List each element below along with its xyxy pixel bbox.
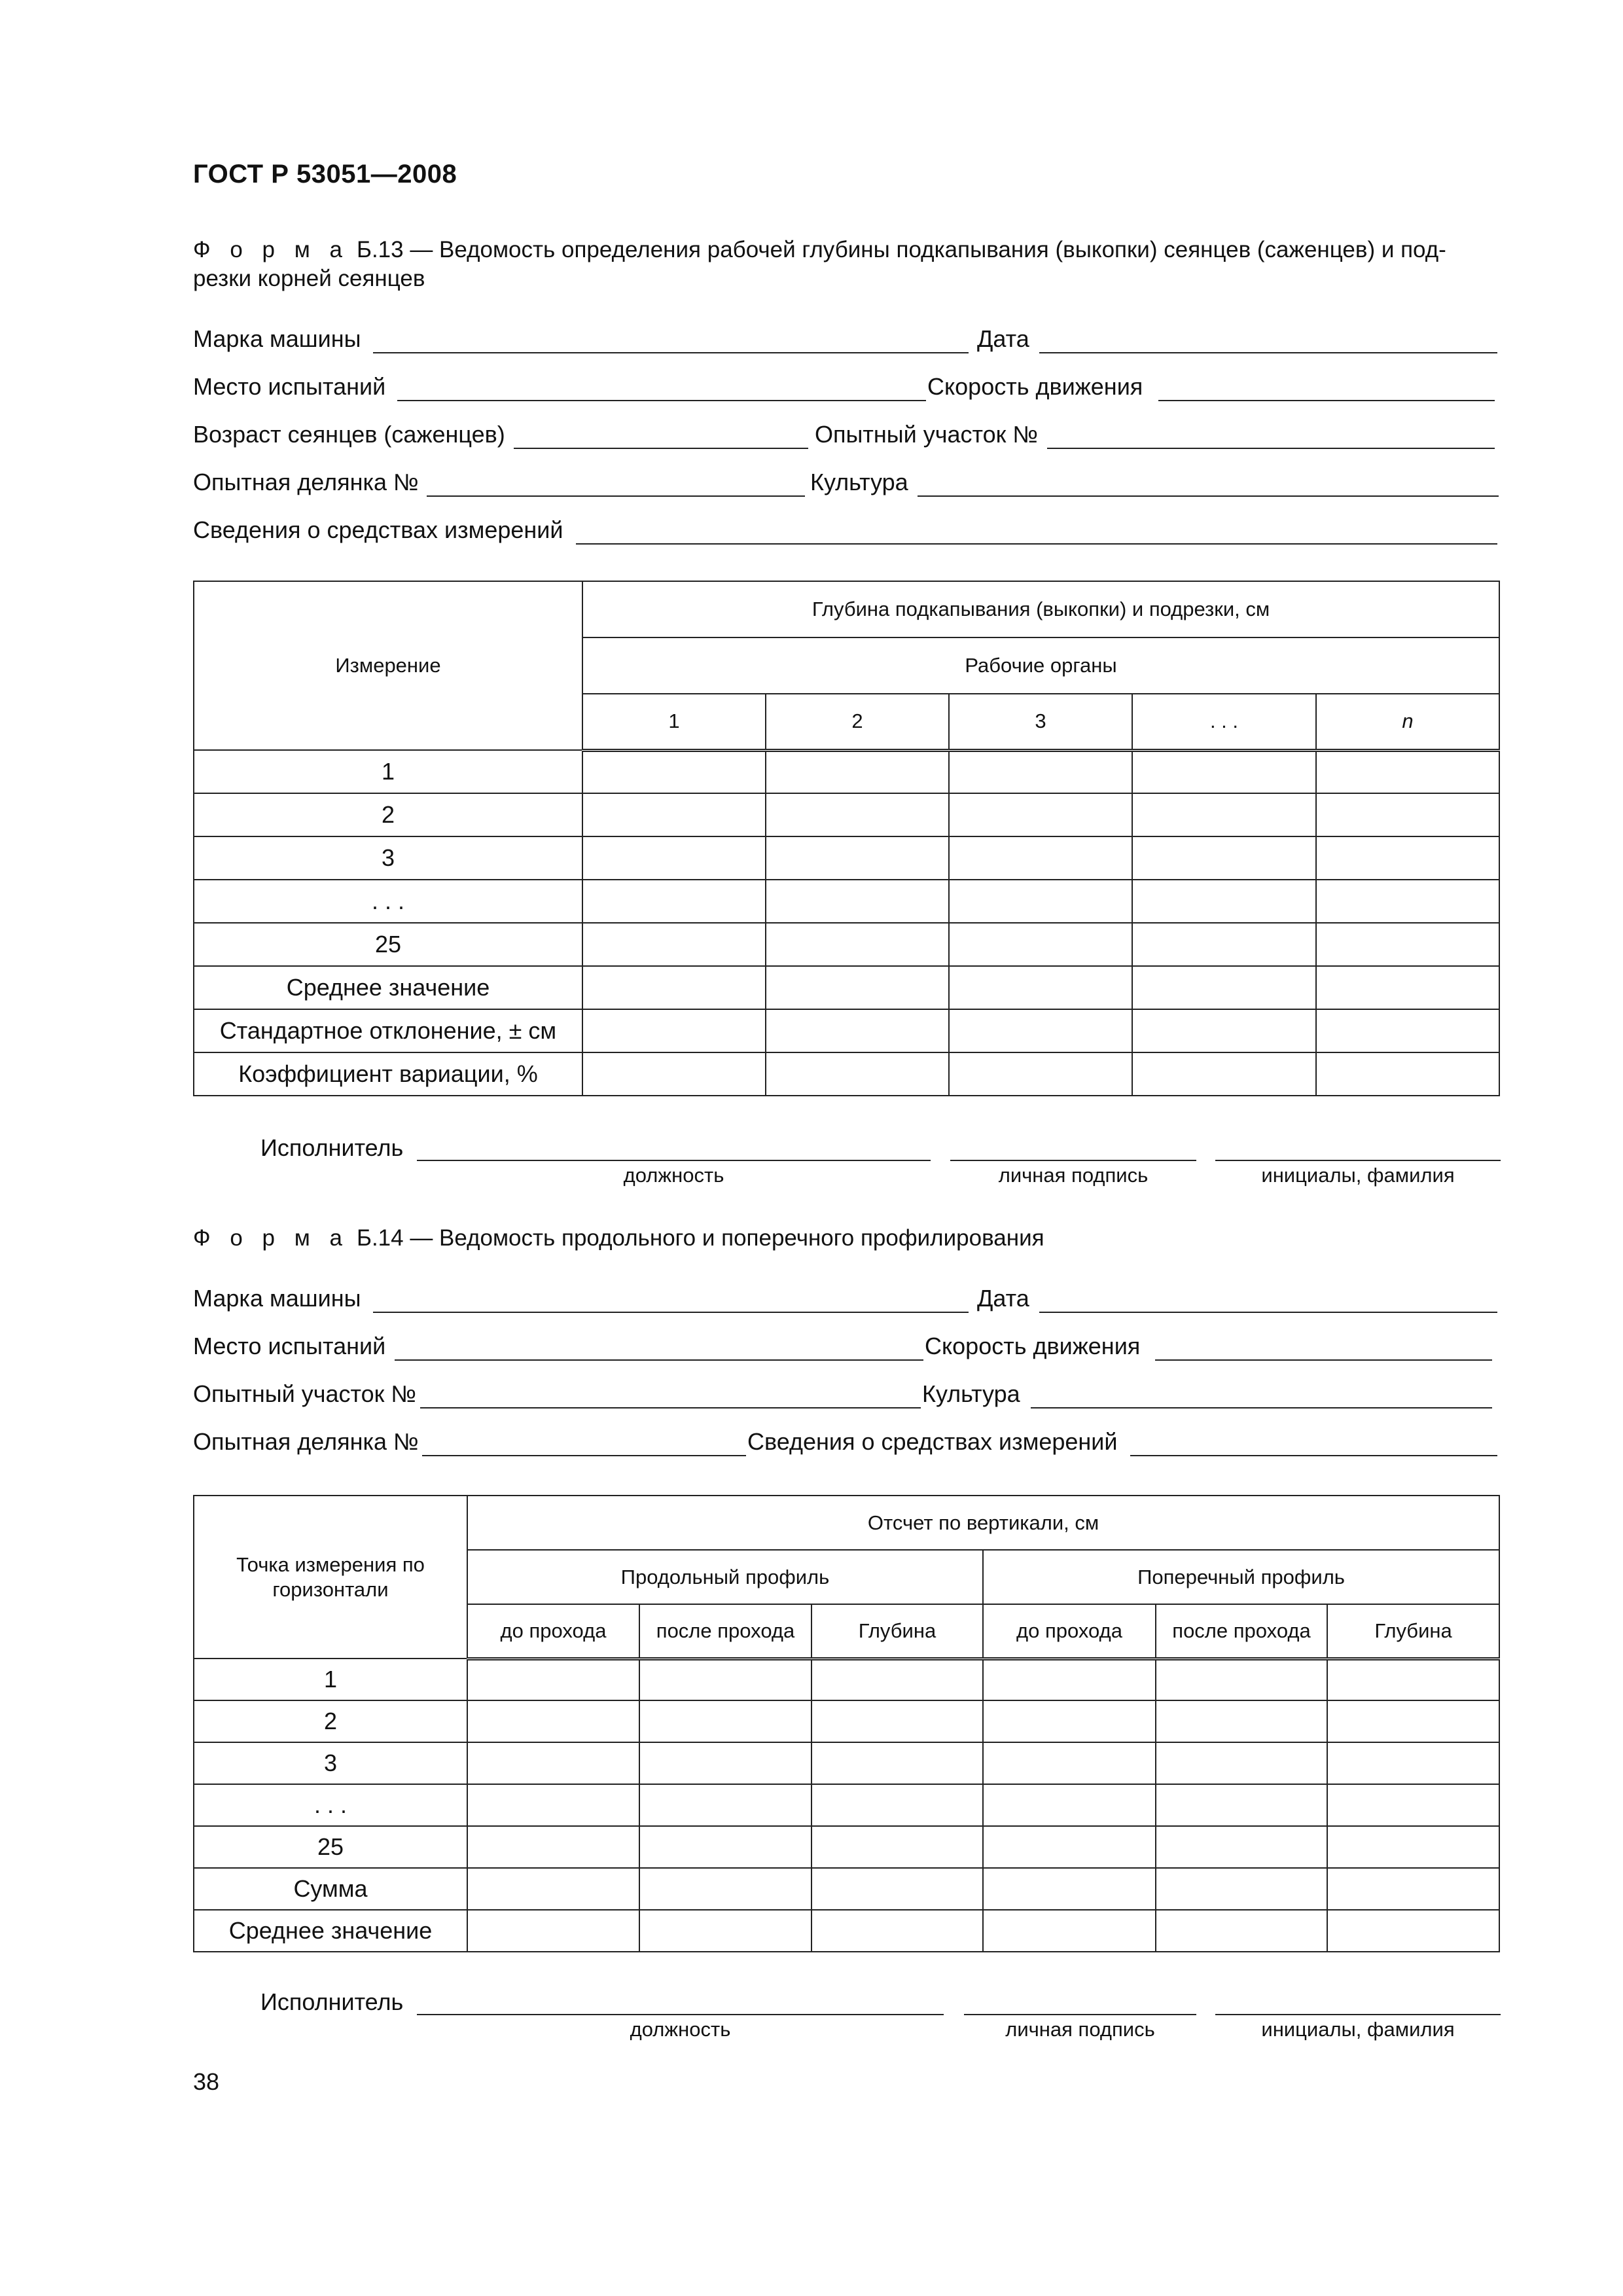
field-label-place: Место испытаний xyxy=(193,1333,386,1359)
table-column-header: n xyxy=(1316,694,1499,750)
table-cell[interactable] xyxy=(812,1868,983,1910)
table-cell[interactable] xyxy=(812,1910,983,1952)
form-b13-title-text: Б.13 — Ведомость определения рабочей глубины подкапывания (выкопки) сеянцев (саженцев) и под- резки корней сеянцев xyxy=(193,237,1446,291)
table-cell[interactable] xyxy=(983,1826,1156,1868)
table-cell[interactable] xyxy=(582,793,766,836)
table-row xyxy=(194,1742,1499,1784)
field-line-age[interactable] xyxy=(514,448,808,449)
row-label: 3 xyxy=(194,1742,467,1784)
table-row xyxy=(194,1910,1499,1952)
table-cell[interactable] xyxy=(1156,1868,1327,1910)
table-cell[interactable] xyxy=(1316,836,1499,880)
table-column-header: после прохода xyxy=(639,1604,812,1659)
signature-line-position[interactable] xyxy=(417,2014,944,2015)
table-column-header: до прохода xyxy=(983,1604,1156,1659)
field-label-culture: Культура xyxy=(922,1380,1020,1407)
table-cell[interactable] xyxy=(1327,1700,1499,1742)
table-row xyxy=(194,1659,1499,1700)
row-label: Среднее значение xyxy=(194,1910,467,1952)
table-cell[interactable] xyxy=(1316,923,1499,966)
table-cell[interactable] xyxy=(1156,1742,1327,1784)
table-cell[interactable] xyxy=(1132,966,1316,1009)
field-label-section: Опытная делянка № xyxy=(193,1428,419,1455)
field-label-plot: Опытный участок № xyxy=(815,421,1038,448)
table-group-header: Глубина подкапывания (выкопки) и подрезки, см xyxy=(582,581,1499,637)
table-cell[interactable] xyxy=(1132,1009,1316,1052)
field-label-date: Дата xyxy=(977,325,1029,352)
table-cell[interactable] xyxy=(766,836,949,880)
table-cell[interactable] xyxy=(949,1052,1132,1096)
signature-caption-signature: личная подпись xyxy=(1005,2018,1155,2041)
row-label: Среднее значение xyxy=(194,966,582,1009)
field-label-age: Возраст сеянцев (саженцев) xyxy=(193,421,505,448)
table-cell[interactable] xyxy=(983,1784,1156,1826)
field-line-plot[interactable] xyxy=(1047,448,1495,449)
field-label-machine: Марка машины xyxy=(193,1285,361,1312)
table-column-header: после прохода xyxy=(1156,1604,1327,1659)
table-cell[interactable] xyxy=(582,923,766,966)
row-label: 25 xyxy=(194,923,582,966)
table-cell[interactable] xyxy=(582,966,766,1009)
signature-line-signature[interactable] xyxy=(950,1160,1196,1161)
table-row-header: Измерение xyxy=(194,581,582,750)
row-label: Стандартное отклонение, ± см xyxy=(194,1009,582,1052)
table-row xyxy=(194,966,1499,1009)
field-line-place[interactable] xyxy=(397,400,926,401)
table-cell[interactable] xyxy=(467,1910,639,1952)
field-line-plot[interactable] xyxy=(420,1407,921,1408)
field-line-place[interactable] xyxy=(395,1359,923,1361)
document-header: ГОСТ Р 53051—2008 xyxy=(193,160,457,188)
table-cell[interactable] xyxy=(467,1700,639,1742)
row-label: . . . xyxy=(194,1784,467,1826)
table-row xyxy=(194,1052,1499,1096)
table-transverse-header: Поперечный профиль xyxy=(983,1550,1499,1604)
form-b13-prefix: Ф о р м а xyxy=(193,237,349,262)
form-b14-prefix: Ф о р м а xyxy=(193,1225,349,1251)
table-cell[interactable] xyxy=(812,1700,983,1742)
table-row-header: Точка измерения по горизонтали xyxy=(194,1496,467,1659)
table-cell[interactable] xyxy=(1316,793,1499,836)
row-label: 1 xyxy=(194,750,582,793)
table-row xyxy=(194,1700,1499,1742)
table-cell[interactable] xyxy=(467,1826,639,1868)
table-sub-header: Рабочие органы xyxy=(582,637,1499,694)
table-row xyxy=(194,1009,1499,1052)
table-cell[interactable] xyxy=(766,750,949,793)
table-column-header: 3 xyxy=(949,694,1132,750)
table-cell[interactable] xyxy=(639,1910,812,1952)
table-cell[interactable] xyxy=(1156,1826,1327,1868)
table-cell[interactable] xyxy=(949,923,1132,966)
table-cell[interactable] xyxy=(1316,1009,1499,1052)
table-cell[interactable] xyxy=(766,880,949,923)
table-cell[interactable] xyxy=(639,1742,812,1784)
table-cell[interactable] xyxy=(766,923,949,966)
table-column-header: Глубина xyxy=(1327,1604,1499,1659)
row-label: 2 xyxy=(194,793,582,836)
table-cell[interactable] xyxy=(812,1784,983,1826)
table-cell[interactable] xyxy=(1327,1784,1499,1826)
signature-line-signature[interactable] xyxy=(964,2014,1196,2015)
table-row xyxy=(194,836,1499,880)
signature-caption-name: инициалы, фамилия xyxy=(1261,1164,1455,1187)
field-line-culture[interactable] xyxy=(1031,1407,1492,1408)
row-label: 2 xyxy=(194,1700,467,1742)
table-cell[interactable] xyxy=(1156,1659,1327,1700)
form-b13-title xyxy=(193,236,1495,293)
table-cell[interactable] xyxy=(467,1868,639,1910)
table-column-header: . . . xyxy=(1132,694,1316,750)
field-label-culture: Культура xyxy=(810,469,908,495)
table-row xyxy=(194,1784,1499,1826)
field-line-machine[interactable] xyxy=(373,352,969,353)
table-column-header: 2 xyxy=(766,694,949,750)
row-label: Сумма xyxy=(194,1868,467,1910)
table-column-header: до прохода xyxy=(467,1604,639,1659)
field-label-instruments: Сведения о средствах измерений xyxy=(193,516,563,543)
table-cell[interactable] xyxy=(1132,923,1316,966)
table-cell[interactable] xyxy=(766,966,949,1009)
row-label: Коэффициент вариации, % xyxy=(194,1052,582,1096)
field-label-speed: Скорость движения xyxy=(927,373,1143,400)
field-label-instruments: Сведения о средствах измерений xyxy=(747,1428,1118,1455)
table-cell[interactable] xyxy=(1156,1784,1327,1826)
table-row xyxy=(194,1826,1499,1868)
table-cell[interactable] xyxy=(467,1659,639,1700)
field-label-section: Опытная делянка № xyxy=(193,469,419,495)
signature-line-position[interactable] xyxy=(417,1160,931,1161)
table-cell[interactable] xyxy=(949,1009,1132,1052)
form-b14-title xyxy=(193,1224,1495,1253)
table-cell[interactable] xyxy=(983,1868,1156,1910)
signature-caption-name: инициалы, фамилия xyxy=(1261,2018,1455,2041)
table-cell[interactable] xyxy=(949,836,1132,880)
table-cell[interactable] xyxy=(1316,750,1499,793)
field-line-culture[interactable] xyxy=(918,495,1499,497)
table-cell[interactable] xyxy=(639,1700,812,1742)
table-cell[interactable] xyxy=(582,836,766,880)
row-label: 3 xyxy=(194,836,582,880)
table-cell[interactable] xyxy=(1327,1868,1499,1910)
table-cell[interactable] xyxy=(766,1052,949,1096)
table-row xyxy=(194,1868,1499,1910)
table-cell[interactable] xyxy=(1327,1910,1499,1952)
signature-caption-position: должность xyxy=(630,2018,731,2041)
signature-line-name[interactable] xyxy=(1215,1160,1501,1161)
table-cell[interactable] xyxy=(1156,1910,1327,1952)
table-cell[interactable] xyxy=(949,750,1132,793)
table-row xyxy=(194,793,1499,836)
table-longitudinal-header: Продольный профиль xyxy=(467,1550,983,1604)
field-label-plot: Опытный участок № xyxy=(193,1380,416,1407)
signature-label: Исполнитель xyxy=(260,1134,404,1161)
table-cell[interactable] xyxy=(1132,1052,1316,1096)
form-b14-table xyxy=(193,1495,1500,1952)
table-cell[interactable] xyxy=(766,1009,949,1052)
table-cell[interactable] xyxy=(1327,1659,1499,1700)
field-line-speed[interactable] xyxy=(1158,400,1495,401)
field-label-speed: Скорость движения xyxy=(925,1333,1141,1359)
table-cell[interactable] xyxy=(983,1700,1156,1742)
table-cell[interactable] xyxy=(1316,966,1499,1009)
table-cell[interactable] xyxy=(1327,1742,1499,1784)
table-cell[interactable] xyxy=(1132,880,1316,923)
field-line-machine[interactable] xyxy=(373,1312,969,1313)
table-column-header: Глубина xyxy=(812,1604,983,1659)
signature-caption-position: должность xyxy=(623,1164,724,1187)
table-cell[interactable] xyxy=(766,793,949,836)
table-cell[interactable] xyxy=(639,1784,812,1826)
field-label-date: Дата xyxy=(977,1285,1029,1312)
table-cell[interactable] xyxy=(812,1742,983,1784)
table-cell[interactable] xyxy=(812,1659,983,1700)
table-cell[interactable] xyxy=(1132,750,1316,793)
table-cell[interactable] xyxy=(812,1826,983,1868)
table-cell[interactable] xyxy=(949,966,1132,1009)
form-b14-title-text: Б.14 — Ведомость продольного и поперечного профилирования xyxy=(356,1225,1044,1251)
signature-line-name[interactable] xyxy=(1215,2014,1501,2015)
field-line-date[interactable] xyxy=(1039,352,1497,353)
signature-caption-signature: личная подпись xyxy=(998,1164,1149,1187)
field-label-machine: Марка машины xyxy=(193,325,361,352)
row-label: . . . xyxy=(194,880,582,923)
table-cell[interactable] xyxy=(983,1910,1156,1952)
table-row xyxy=(194,750,1499,793)
table-cell[interactable] xyxy=(639,1659,812,1700)
row-label: 1 xyxy=(194,1659,467,1700)
table-cell[interactable] xyxy=(582,1009,766,1052)
table-cell[interactable] xyxy=(983,1659,1156,1700)
table-cell[interactable] xyxy=(467,1742,639,1784)
table-cell[interactable] xyxy=(639,1826,812,1868)
table-cell[interactable] xyxy=(582,750,766,793)
table-cell[interactable] xyxy=(582,1052,766,1096)
field-line-instruments[interactable] xyxy=(1130,1455,1497,1456)
table-cell[interactable] xyxy=(1327,1826,1499,1868)
table-cell[interactable] xyxy=(1132,793,1316,836)
table-cell[interactable] xyxy=(639,1868,812,1910)
table-cell[interactable] xyxy=(949,880,1132,923)
table-cell[interactable] xyxy=(1316,880,1499,923)
table-cell[interactable] xyxy=(949,793,1132,836)
table-column-header: 1 xyxy=(582,694,766,750)
table-cell[interactable] xyxy=(1156,1700,1327,1742)
table-cell[interactable] xyxy=(1316,1052,1499,1096)
table-row xyxy=(194,923,1499,966)
table-cell[interactable] xyxy=(582,880,766,923)
row-label: 25 xyxy=(194,1826,467,1868)
table-cell[interactable] xyxy=(1132,836,1316,880)
table-group-header: Отсчет по вертикали, см xyxy=(467,1496,1499,1550)
field-line-section[interactable] xyxy=(427,495,805,497)
field-line-instruments[interactable] xyxy=(576,543,1497,545)
table-cell[interactable] xyxy=(983,1742,1156,1784)
field-line-speed[interactable] xyxy=(1155,1359,1492,1361)
signature-label: Исполнитель xyxy=(260,1988,404,2015)
table-row xyxy=(194,880,1499,923)
page-number: 38 xyxy=(193,2068,220,2095)
form-b13-table xyxy=(193,581,1500,1096)
table-cell[interactable] xyxy=(467,1784,639,1826)
field-line-date[interactable] xyxy=(1039,1312,1497,1313)
field-line-section[interactable] xyxy=(422,1455,746,1456)
field-label-place: Место испытаний xyxy=(193,373,386,400)
